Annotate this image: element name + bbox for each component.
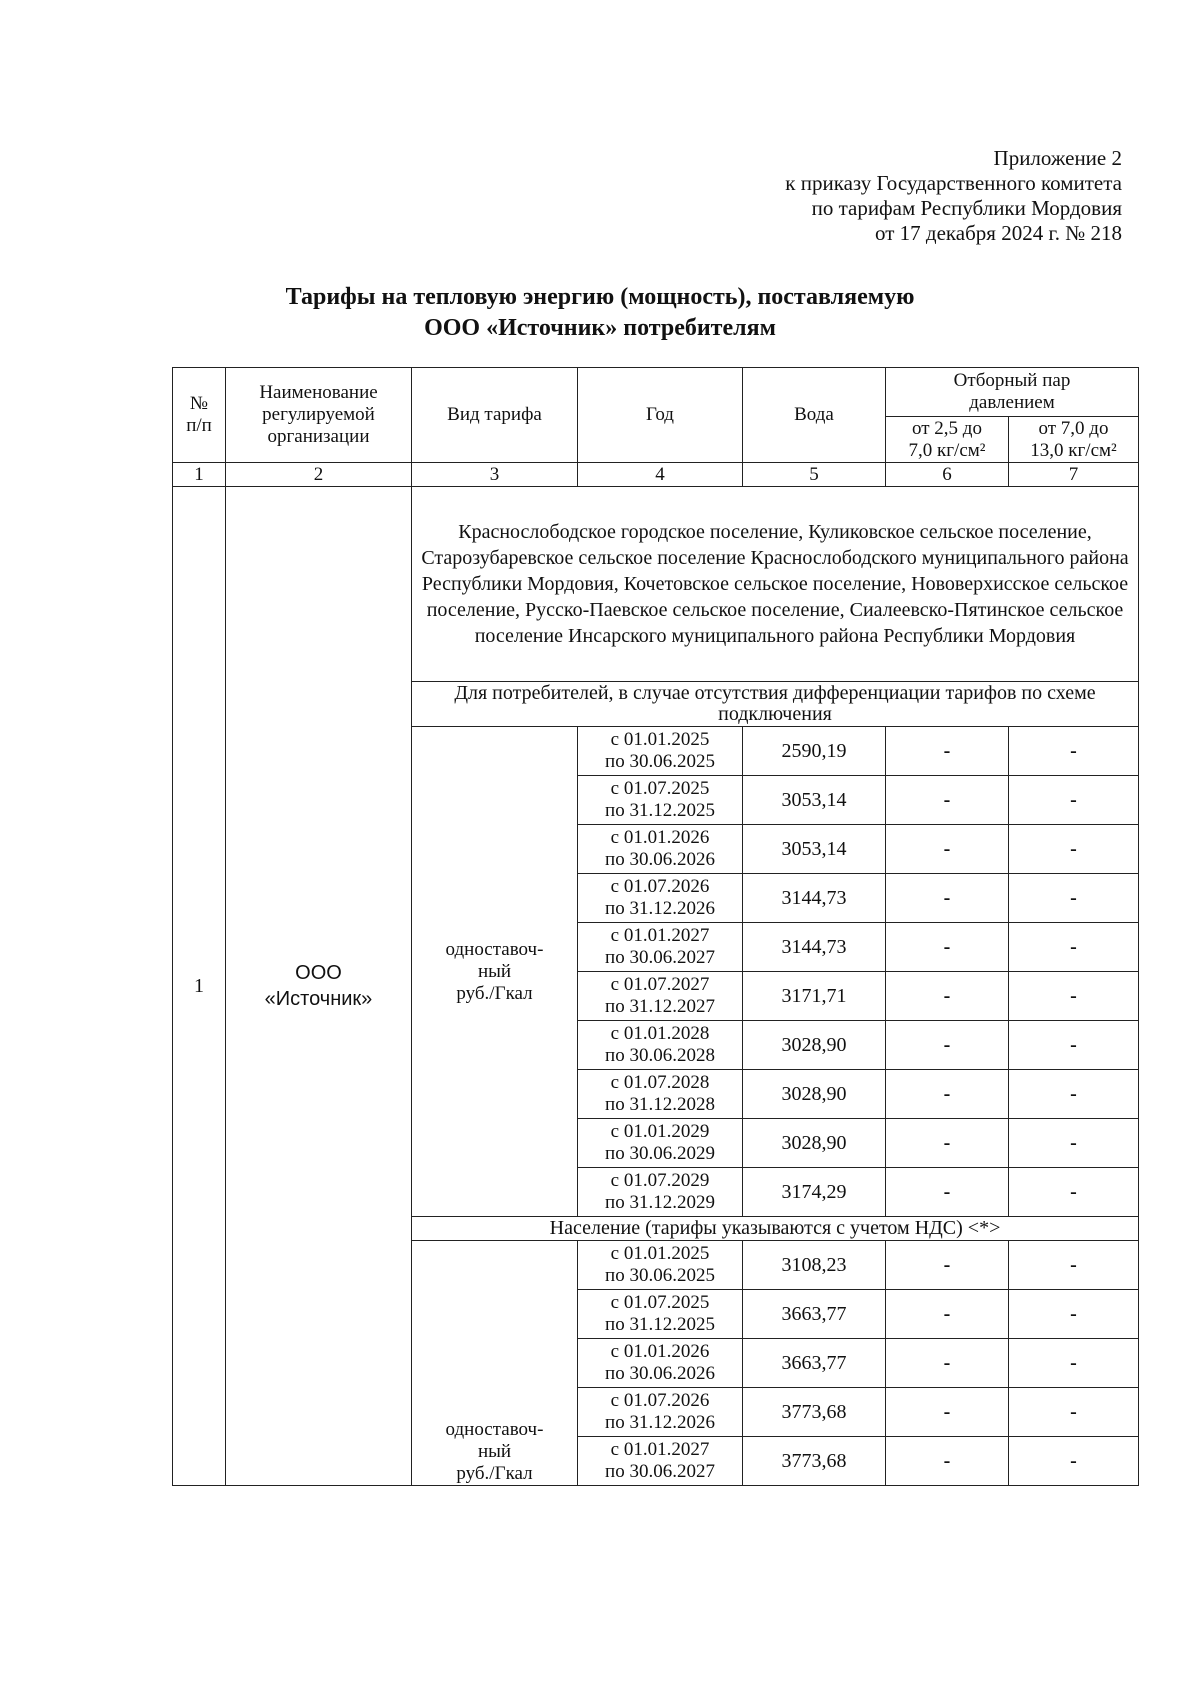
header-tariff-type: Вид тарифа [412,368,578,463]
water-tariff: 3773,68 [743,1388,886,1437]
period-cell [578,825,743,874]
appendix-line: к приказу Государственного комитета [785,171,1122,195]
header-organization-line: организации [267,426,370,447]
steam-high-tariff: - [1009,1388,1139,1437]
period-from: с 01.01.2027 [610,1439,710,1460]
appendix-line: по тарифам Республики Мордовия [811,196,1122,220]
steam-low-tariff: - [886,1339,1009,1388]
steam-low-tariff: - [886,972,1009,1021]
header-number [173,368,226,463]
steam-low-tariff: - [886,1119,1009,1168]
period-to: по 31.12.2027 [605,996,715,1017]
organization-line: «Источник» [264,988,373,1010]
water-tariff: 3773,68 [743,1437,886,1486]
region-row [173,487,1139,682]
steam-high-tariff: - [1009,874,1139,923]
period-to: по 30.06.2025 [605,1265,715,1286]
steam-high-tariff: - [1009,1241,1139,1290]
header-steam-line: Отборный пар [953,370,1071,391]
period-cell [578,1021,743,1070]
organization-line: ООО [295,962,342,984]
tariff-type-line: одноставоч- [445,938,544,960]
tariffs-table [172,367,1139,1486]
tariff-type-line: руб./Гкал [456,1463,533,1484]
period-cell [578,874,743,923]
steam-low-tariff: - [886,1388,1009,1437]
steam-high-tariff: - [1009,776,1139,825]
steam-high-tariff: - [1009,1290,1139,1339]
period-cell [578,972,743,1021]
column-number: 3 [412,463,578,487]
water-tariff: 3144,73 [743,874,886,923]
period-to: по 30.06.2025 [605,751,715,772]
header-steam-high-line: от 7,0 до [1038,417,1109,439]
title-line: ООО «Источник» потребителям [424,315,776,341]
water-tariff: 3171,71 [743,972,886,1021]
header-organization-line: Наименование [259,382,378,403]
period-to: по 31.12.2029 [605,1192,715,1213]
header-steam-low [886,417,1009,463]
header-steam [886,368,1139,417]
header-year: Год [578,368,743,463]
water-tariff: 3028,90 [743,1021,886,1070]
period-to: по 30.06.2026 [605,849,715,870]
steam-low-tariff: - [886,1290,1009,1339]
period-cell [578,923,743,972]
water-tariff: 3053,14 [743,776,886,825]
period-cell [578,1241,743,1290]
header-steam-low-line: 7,0 кг/см² [908,439,986,461]
appendix-line: от 17 декабря 2024 г. № 218 [875,221,1122,245]
steam-low-tariff: - [886,776,1009,825]
header-number-line: № [189,393,209,414]
steam-high-tariff: - [1009,825,1139,874]
column-number: 5 [743,463,886,487]
steam-high-tariff: - [1009,1168,1139,1217]
header-steam-high-line: 13,0 кг/см² [1030,439,1117,461]
period-cell [578,1437,743,1486]
water-tariff: 3053,14 [743,825,886,874]
period-cell [578,1070,743,1119]
row-number: 1 [173,487,226,1486]
steam-high-tariff: - [1009,1119,1139,1168]
tariff-type-line: ный [477,960,512,982]
period-to: по 30.06.2027 [605,1461,715,1482]
period-from: с 01.01.2027 [610,925,710,946]
tariff-type [412,1241,578,1486]
water-tariff: 3144,73 [743,923,886,972]
period-to: по 30.06.2026 [605,1363,715,1384]
period-to: по 30.06.2029 [605,1143,715,1164]
region-description: Краснослободское городское поселение, Куликовское сельское поселение, Старозубаревское сельское поселение Краснослободского муниципального района Республики Мордовия, Кочетовское сельское поселение, Нововерхисское сельское поселение, Русско-Паевское сельское поселение, Сиалеевско-Пятинское сельское поселение Инсарского муниципального района Республики Мордовия [412,487,1139,682]
header-row [173,368,1139,417]
water-tariff: 3663,77 [743,1290,886,1339]
period-to: по 31.12.2025 [605,1314,715,1335]
steam-high-tariff: - [1009,923,1139,972]
period-from: с 01.01.2026 [610,1341,710,1362]
tariff-type-line: ный [477,1441,512,1462]
period-from: с 01.01.2028 [610,1023,710,1044]
period-cell [578,1119,743,1168]
water-tariff: 3663,77 [743,1339,886,1388]
water-tariff: 3174,29 [743,1168,886,1217]
column-number: 2 [226,463,412,487]
column-numbers-row [173,463,1139,487]
title-line: Тарифы на тепловую энергию (мощность), поставляемую [285,284,915,310]
header-steam-line: давлением [969,392,1055,413]
period-to: по 31.12.2026 [605,1412,715,1433]
steam-low-tariff: - [886,1021,1009,1070]
header-organization-line: регулируемой [262,404,375,425]
tariff-type [412,727,578,1217]
appendix-line: Приложение 2 [993,146,1122,170]
water-tariff: 2590,19 [743,727,886,776]
period-from: с 01.07.2025 [610,1292,710,1313]
period-from: с 01.01.2026 [610,827,710,848]
header-organization [226,368,412,463]
steam-high-tariff: - [1009,972,1139,1021]
period-from: с 01.07.2025 [610,778,710,799]
group-consumers-label: Для потребителей, в случае отсутствия дифференциации тарифов по схеме подключения [412,682,1139,727]
appendix-header [785,146,1122,246]
period-cell [578,1339,743,1388]
column-number: 7 [1009,463,1139,487]
organization-name [226,487,412,1486]
period-cell [578,727,743,776]
period-from: с 01.01.2025 [610,1243,710,1264]
header-steam-high [1009,417,1139,463]
period-cell [578,776,743,825]
period-cell [578,1290,743,1339]
period-from: с 01.07.2026 [610,876,710,897]
period-to: по 31.12.2028 [605,1094,715,1115]
water-tariff: 3028,90 [743,1070,886,1119]
document-title [180,282,1020,344]
water-tariff: 3108,23 [743,1241,886,1290]
header-steam-low-line: от 2,5 до [912,417,982,439]
period-from: с 01.01.2025 [610,729,710,750]
period-from: с 01.07.2027 [610,974,710,995]
steam-low-tariff: - [886,1168,1009,1217]
period-from: с 01.01.2029 [610,1121,710,1142]
column-number: 6 [886,463,1009,487]
steam-low-tariff: - [886,1070,1009,1119]
steam-low-tariff: - [886,1437,1009,1486]
period-from: с 01.07.2028 [610,1072,710,1093]
tariff-type-line: одноставоч- [445,1419,544,1440]
steam-high-tariff: - [1009,1437,1139,1486]
period-to: по 30.06.2028 [605,1045,715,1066]
period-cell [578,1168,743,1217]
group-population-label: Население (тарифы указываются с учетом НДС) <*> [412,1217,1139,1241]
period-to: по 31.12.2026 [605,898,715,919]
steam-high-tariff: - [1009,1339,1139,1388]
column-number: 4 [578,463,743,487]
steam-low-tariff: - [886,874,1009,923]
steam-low-tariff: - [886,825,1009,874]
column-number: 1 [173,463,226,487]
period-cell [578,1388,743,1437]
water-tariff: 3028,90 [743,1119,886,1168]
period-to: по 30.06.2027 [605,947,715,968]
steam-high-tariff: - [1009,1021,1139,1070]
steam-low-tariff: - [886,1241,1009,1290]
period-to: по 31.12.2025 [605,800,715,821]
period-from: с 01.07.2029 [610,1170,710,1191]
header-number-line: п/п [186,415,212,436]
steam-low-tariff: - [886,727,1009,776]
steam-high-tariff: - [1009,727,1139,776]
steam-high-tariff: - [1009,1070,1139,1119]
header-water: Вода [743,368,886,463]
steam-low-tariff: - [886,923,1009,972]
period-from: с 01.07.2026 [610,1390,710,1411]
tariff-type-line: руб./Гкал [456,982,533,1004]
